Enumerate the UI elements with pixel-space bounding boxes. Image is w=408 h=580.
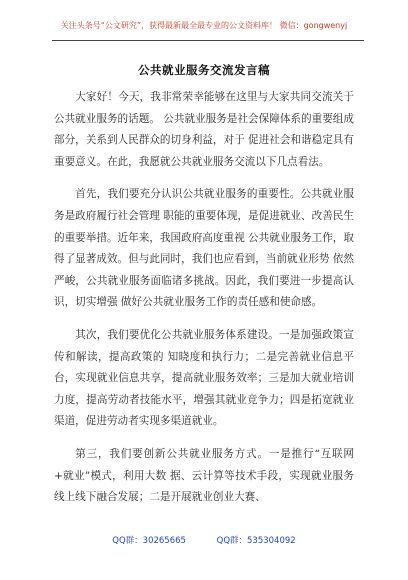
qq-group-1: QQ群：30265665	[112, 536, 186, 546]
footer-contacts	[0, 534, 408, 546]
document-body	[54, 87, 354, 520]
promo-banner: 关注头条号“公文研究”，获得最新最全最专业的公文资料库！ 微信：gongwenyj	[60, 21, 348, 30]
qq-group-2: QQ群：535304092	[216, 536, 296, 546]
paragraph-third: 第三，我们要创新公共就业服务方式。一是推行“互联网+就业”模式，利用大数 据、云计算等技术手段，实现就业服务线上线下融合发展；二是开展就业创业大赛、	[54, 447, 354, 504]
header-divider	[52, 40, 364, 41]
document-title: 公共就业服务交流发言稿	[138, 63, 270, 77]
paragraph-first: 首先，我们要充分认识公共就业服务的重要性。公共就业服务是政府履行社会管理 职能的重要体现，是促进就业、改善民生的重要举措。近年来，我国政府高度重视 公共就业服务工作，取得了显著成效。但与此同时，我们也应看到，当前就业形势 依然严峻，公共就业服务面临诸多挑战。因此，我们要进一步提高认识，切实增强 做好公共就业服务工作的责任感和使命感。	[54, 188, 354, 309]
paragraph-intro: 大家好！今天，我非常荣幸能够在这里与大家共同交流关于公共就业服务的话题。 公共就业服务是社会保障体系的重要组成部分，关系到人民群众的切身利益，对于 促进社会和谐稳定具有重要意义。在此，我愿就公共就业服务交流以下几点看法。	[54, 91, 354, 168]
paragraph-second: 其次，我们要优化公共就业服务体系建设。一是加强政策宣传和解读，提高政策的 知晓度和执行力；二是完善就业信息平台，实现就业信息共享，提高就业服务效率；三是加大就业培训力度，提高劳动者技能水平，增强其就业竞争力；四是拓宽就业 渠道，促进劳动者实现多渠道就业。	[54, 328, 354, 428]
